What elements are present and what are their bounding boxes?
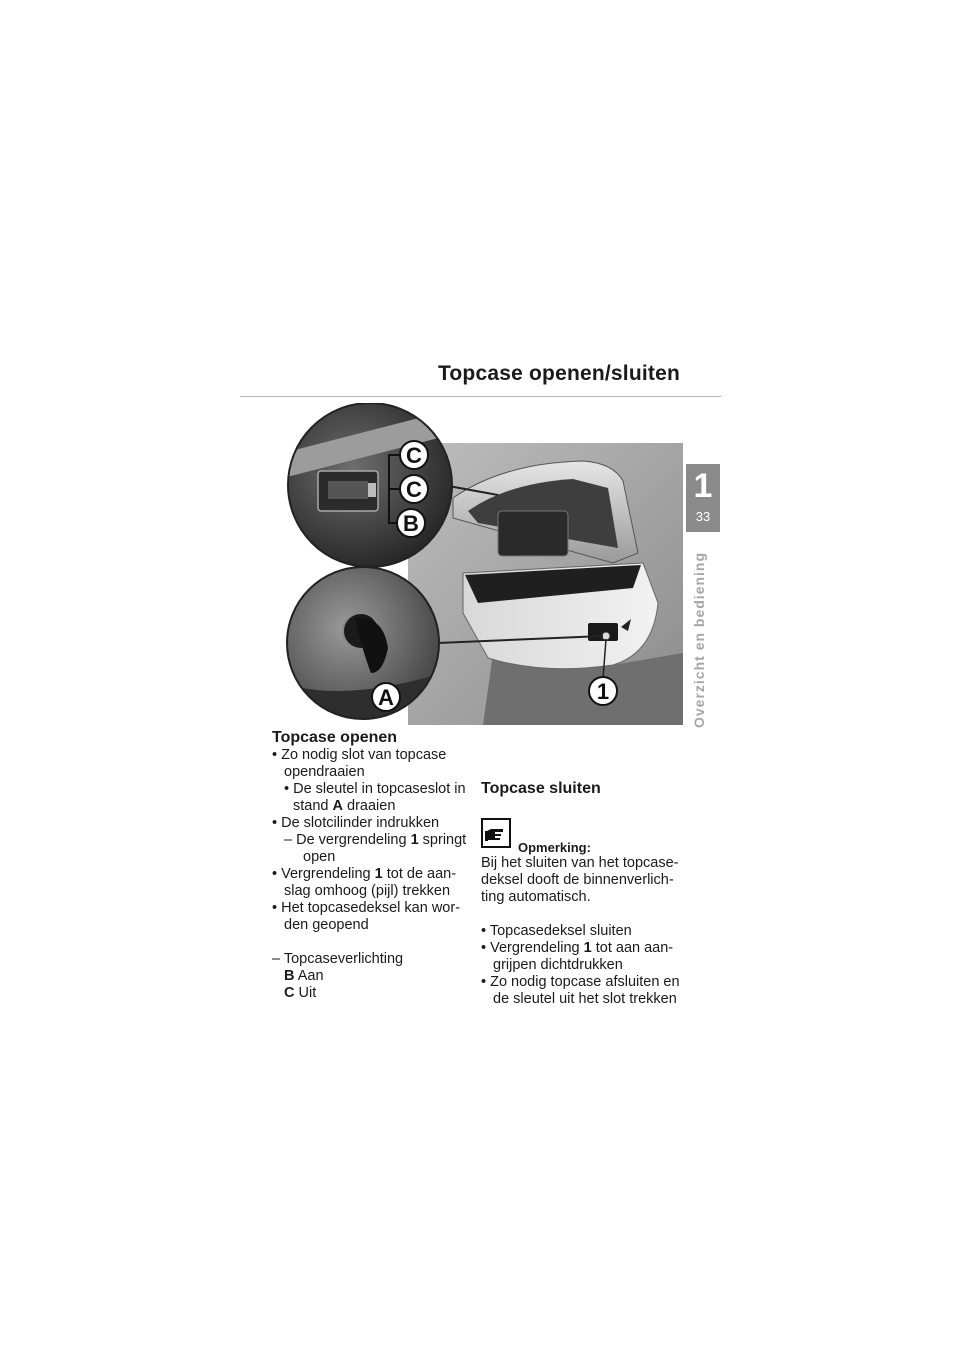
step-line: open	[303, 849, 336, 865]
step-line: grijpen dichtdrukken	[493, 957, 623, 973]
callout-C-lower	[400, 475, 428, 503]
open-section	[272, 728, 472, 1002]
step-line: stand A draaien	[293, 798, 396, 814]
step-line: • Het topcasedeksel kan wor-	[272, 900, 461, 916]
ref-B: B	[284, 968, 295, 984]
step-line: • Zo nodig topcase afsluiten en	[481, 974, 680, 990]
note-line: ting automatisch.	[481, 889, 591, 905]
ref-A: A	[332, 798, 343, 814]
step-line: C Uit	[284, 985, 317, 1001]
section-label: Overzicht en bediening	[691, 551, 707, 728]
step-line: – Topcaseverlichting	[272, 951, 404, 967]
open-heading: Topcase openen	[272, 729, 398, 746]
svg-text:A: A	[378, 685, 394, 710]
title-divider	[240, 396, 721, 397]
note-label: Opmerking:	[518, 840, 591, 855]
step-line: den geopend	[284, 917, 369, 933]
svg-text:1: 1	[596, 679, 610, 704]
step-line: slag omhoog (pijl) trekken	[284, 883, 451, 899]
svg-text:C: C	[406, 443, 422, 468]
ref-1: 1	[583, 940, 592, 956]
step-line: – De vergrendeling 1 springt	[284, 832, 467, 848]
page-number: 33	[695, 509, 711, 524]
step-line: B Aan	[284, 968, 324, 984]
inner-panel	[498, 511, 568, 556]
step-line: • Vergrendeling 1 tot aan aan-	[481, 940, 674, 956]
step-line: de sleutel uit het slot trekken	[493, 991, 677, 1007]
step-line: • De sleutel in topcaseslot in	[284, 781, 466, 797]
note-line: Bij het sluiten van het topcase-	[481, 855, 679, 871]
note-line: deksel dooft de binnenverlich-	[481, 872, 674, 888]
svg-text:C: C	[406, 477, 422, 502]
note-hand-icon	[481, 818, 511, 848]
note-header	[481, 815, 696, 855]
latch-point	[602, 632, 610, 640]
step-line: • Topcasedeksel sluiten	[481, 923, 632, 939]
callout-B	[397, 509, 425, 537]
step-line: • Vergrendeling 1 tot de aan-	[272, 866, 457, 882]
topcase-figure	[283, 403, 683, 725]
page-title: Topcase openen/sluiten	[437, 362, 680, 385]
callout-1	[589, 677, 617, 705]
step-line: • Zo nodig slot van topcase	[272, 747, 447, 763]
ref-1: 1	[410, 832, 419, 848]
ref-1: 1	[374, 866, 383, 882]
step-line: • De slotcilinder indrukken	[272, 815, 440, 831]
callout-A	[372, 683, 400, 711]
close-heading: Topcase sluiten	[481, 780, 601, 797]
callout-C-upper	[400, 441, 428, 469]
svg-text:B: B	[403, 511, 419, 536]
close-section	[481, 779, 696, 1008]
ref-C: C	[284, 985, 295, 1001]
step-line: opendraaien	[284, 764, 365, 780]
chapter-number: 1	[693, 467, 713, 505]
